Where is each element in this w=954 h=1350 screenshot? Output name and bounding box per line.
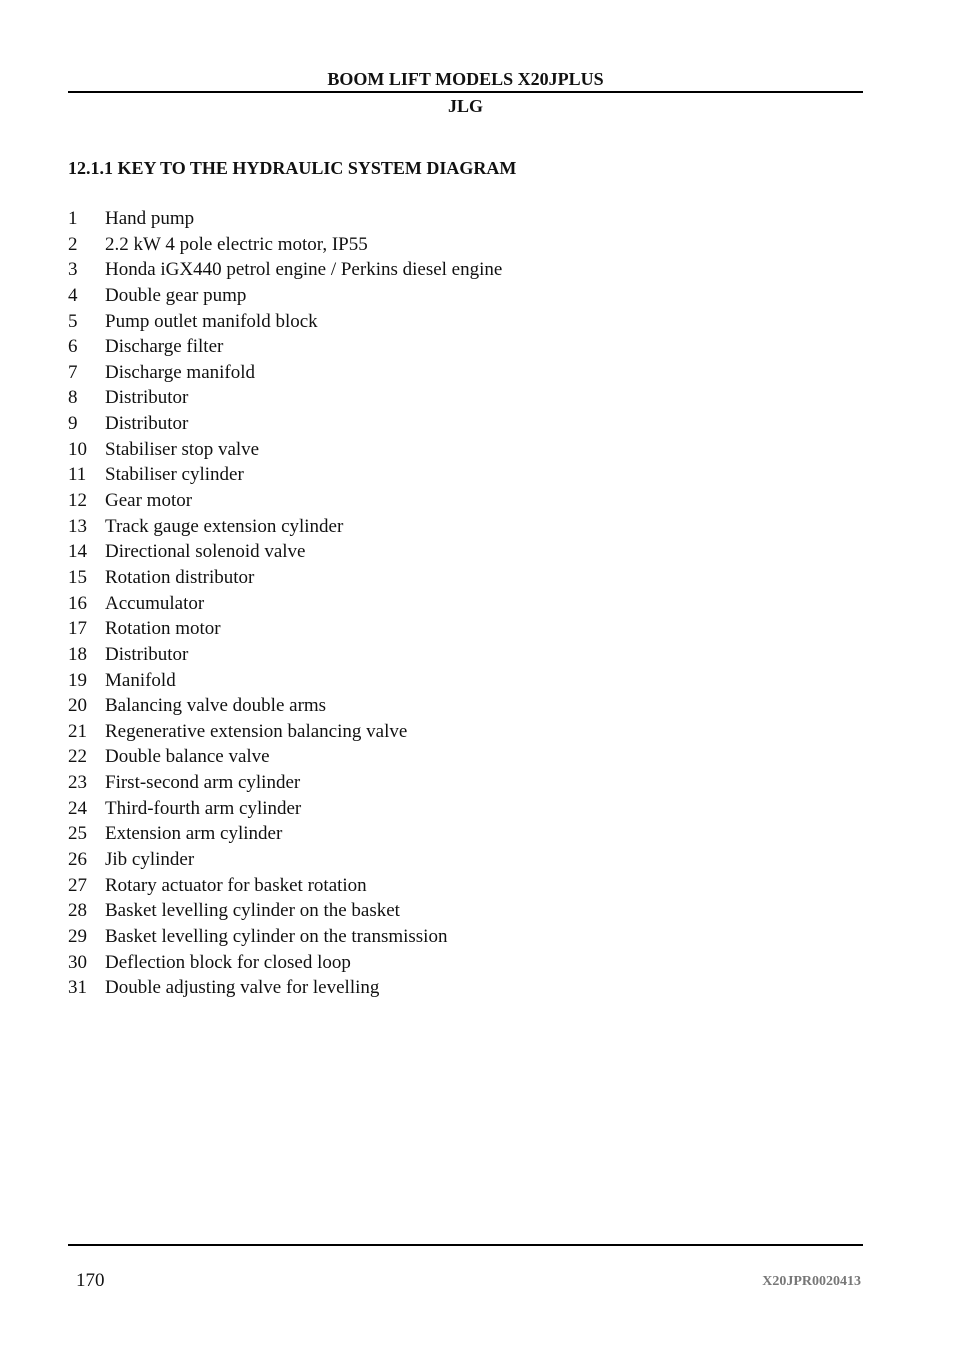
item-number: 4: [68, 284, 78, 306]
item-label: Stabiliser cylinder: [105, 464, 244, 486]
item-label: Gear motor: [105, 490, 193, 512]
item-label: Jib cylinder: [105, 849, 195, 871]
item-label: Track gauge extension cylinder: [105, 515, 344, 537]
item-number: 21: [68, 720, 87, 742]
item-label: Double adjusting valve for levelling: [105, 977, 380, 999]
item-number: 13: [68, 515, 87, 537]
list-item: [68, 437, 502, 463]
list-item: [68, 257, 502, 283]
item-number: 16: [68, 592, 87, 614]
list-item: [68, 539, 502, 565]
list-item: [68, 309, 502, 335]
item-number: 24: [68, 797, 87, 819]
list-item: [68, 642, 502, 668]
item-number: 26: [68, 849, 87, 871]
list-item: [68, 719, 502, 745]
item-number: 28: [68, 900, 87, 922]
item-label: Rotation motor: [105, 618, 221, 640]
item-label: Basket levelling cylinder on the basket: [105, 900, 400, 922]
list-item: [68, 206, 502, 232]
item-number: 27: [68, 874, 87, 896]
list-item: [68, 283, 502, 309]
header-title: BOOM LIFT MODELS X20JPLUS: [327, 69, 604, 89]
item-label: Honda iGX440 petrol engine / Perkins diesel engine: [105, 259, 503, 281]
item-number: 29: [68, 925, 87, 947]
list-item: [68, 488, 502, 514]
item-label: Manifold: [105, 669, 176, 691]
item-label: Rotary actuator for basket rotation: [105, 874, 367, 896]
list-item: [68, 514, 502, 540]
item-label: Accumulator: [105, 592, 205, 614]
list-item: [68, 950, 502, 976]
list-item: [68, 847, 502, 873]
item-number: 14: [68, 541, 87, 563]
item-label: Distributor: [105, 413, 189, 435]
item-label: Double gear pump: [105, 284, 247, 306]
page-header: [68, 68, 863, 117]
item-number: 10: [68, 438, 87, 460]
item-label: Pump outlet manifold block: [105, 310, 318, 332]
item-label: Hand pump: [105, 208, 195, 229]
list-item: [68, 924, 502, 950]
list-item: [68, 360, 502, 386]
item-label: Distributor: [105, 643, 189, 665]
item-number: 15: [68, 566, 87, 588]
item-number: 6: [68, 336, 78, 358]
item-number: 8: [68, 387, 78, 409]
item-number: 18: [68, 643, 87, 665]
list-item: [68, 411, 502, 437]
item-number: 12: [68, 490, 87, 512]
list-item: [68, 565, 502, 591]
header-rule: [68, 91, 863, 93]
list-item: [68, 591, 502, 617]
item-number: 11: [68, 464, 87, 486]
list-item: [68, 232, 502, 258]
item-label: Extension arm cylinder: [105, 823, 283, 845]
item-label: Basket levelling cylinder on the transmission: [105, 925, 448, 947]
list-item: [68, 462, 502, 488]
item-label: Distributor: [105, 387, 189, 409]
list-item: [68, 385, 502, 411]
item-label: Stabiliser stop valve: [105, 438, 260, 460]
list-item: [68, 334, 502, 360]
section-title: 12.1.1 KEY TO THE HYDRAULIC SYSTEM DIAGRAM: [68, 158, 517, 178]
item-number: 19: [68, 669, 87, 691]
doc-code: X20JPR0020413: [762, 1274, 861, 1289]
item-label: First-second arm cylinder: [105, 772, 301, 794]
item-label: Discharge manifold: [105, 361, 256, 383]
list-item: [68, 668, 502, 694]
item-number: 9: [68, 413, 78, 435]
item-number: 17: [68, 618, 87, 640]
list-item: [68, 873, 502, 899]
list-item: [68, 898, 502, 924]
item-label: 2.2 kW 4 pole electric motor, IP55: [105, 233, 368, 255]
item-number: 30: [68, 951, 87, 973]
item-label: Regenerative extension balancing valve: [105, 720, 408, 742]
key-list: [68, 206, 502, 1001]
item-number: 31: [68, 977, 87, 999]
page-number: 170: [76, 1270, 105, 1291]
list-item: [68, 616, 502, 642]
item-number: 2: [68, 233, 78, 255]
item-label: Third-fourth arm cylinder: [105, 797, 302, 819]
item-label: Directional solenoid valve: [105, 541, 306, 563]
list-item: [68, 744, 502, 770]
item-number: 20: [68, 695, 87, 717]
page-footer: [68, 1244, 863, 1291]
item-label: Discharge filter: [105, 336, 224, 358]
header-brand: JLG: [447, 96, 483, 116]
item-label: Rotation distributor: [105, 566, 255, 588]
item-label: Deflection block for closed loop: [105, 951, 351, 973]
item-label: Double balance valve: [105, 746, 270, 768]
item-number: 22: [68, 746, 87, 768]
item-number: 7: [68, 361, 78, 383]
item-label: Balancing valve double arms: [105, 695, 327, 717]
item-number: 25: [68, 823, 87, 845]
item-number: 5: [68, 310, 78, 332]
list-item: [68, 821, 502, 847]
list-item: [68, 796, 502, 822]
item-number: 3: [68, 259, 78, 281]
list-item: [68, 770, 502, 796]
item-number: 1: [68, 208, 78, 229]
list-item: [68, 693, 502, 719]
list-item: [68, 975, 502, 1001]
item-number: 23: [68, 772, 87, 794]
